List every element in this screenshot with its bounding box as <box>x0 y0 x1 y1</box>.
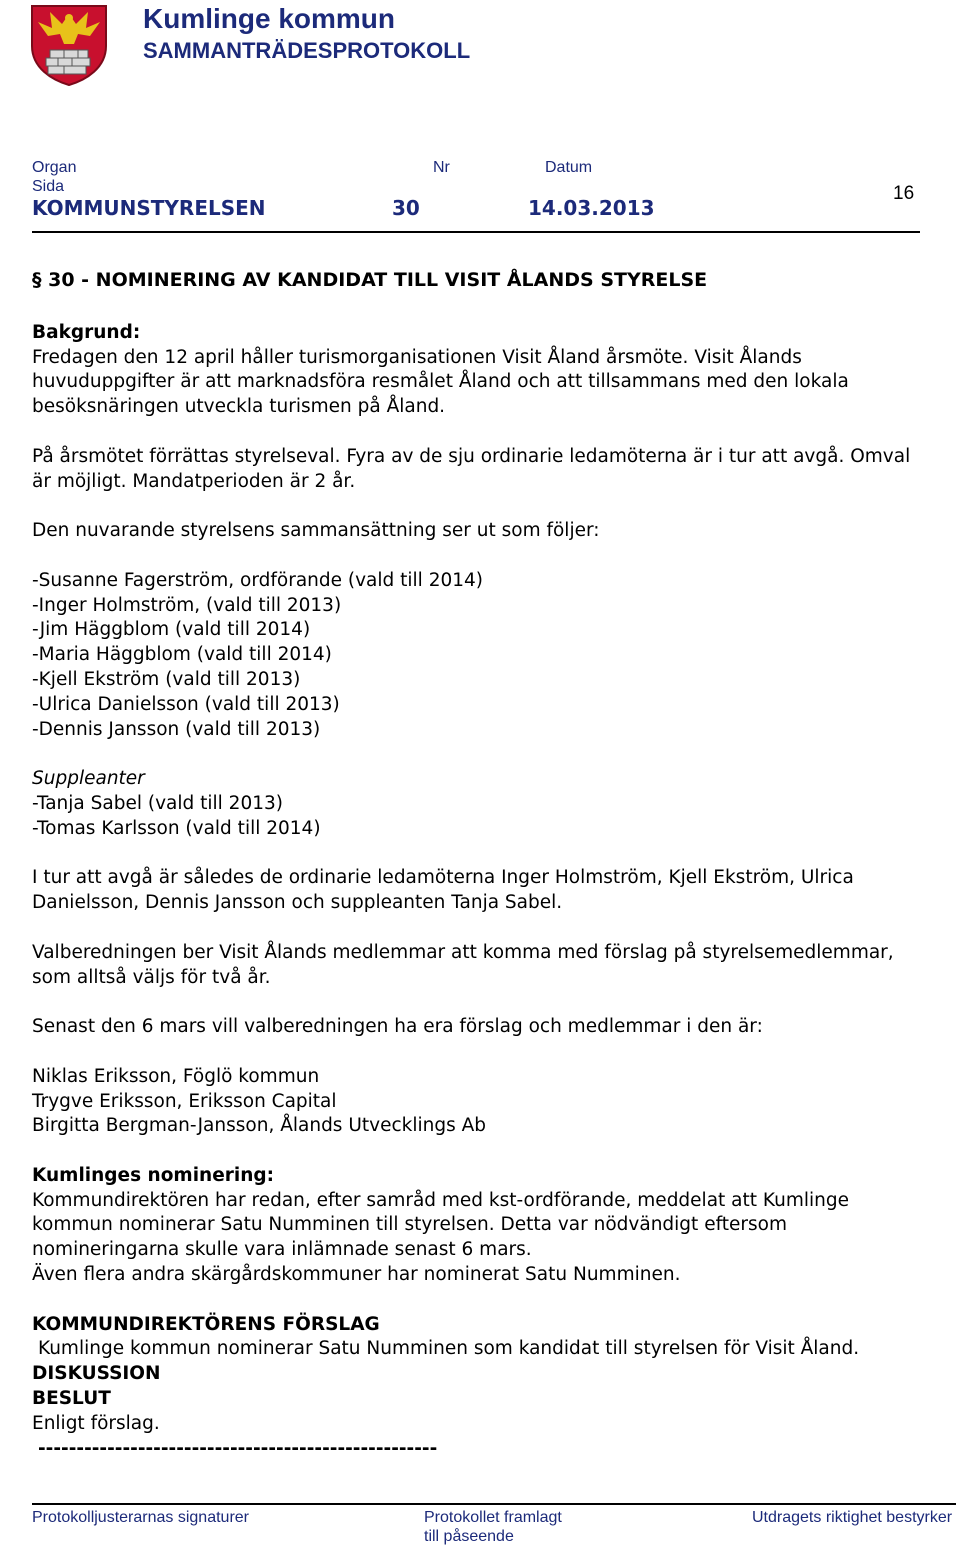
header-divider <box>32 231 920 233</box>
decision-heading: BESLUT <box>32 1388 111 1410</box>
footer-extract: Utdragets riktighet bestyrker <box>752 1509 953 1526</box>
end-dashes: ---------------------------------------------------- <box>38 1437 438 1459</box>
board-member: -Dennis Jansson (vald till 2013) <box>32 718 321 740</box>
composition-intro: Den nuvarande styrelsens sammansättning ser ut som följer: <box>32 520 600 542</box>
committee-member: Niklas Eriksson, Föglö kommun <box>32 1065 320 1087</box>
background-heading: Bakgrund: <box>32 321 141 343</box>
committee-member: Trygve Eriksson, Eriksson Capital <box>32 1090 337 1112</box>
deputy: -Tanja Sabel (vald till 2013) <box>32 792 283 814</box>
nomination-committee-text: Valberedningen ber Visit Ålands medlemmar att komma med förslag på styrelsemedlemmar, som alltså väljs för två år. <box>32 941 894 988</box>
kumlinge-text: Kommundirektören har redan, efter samråd med kst-ordförande, meddelat att Kumlinge kommun nominerar Satu Numminen till styrelsen. Detta var nödvändigt eftersom nomineringarna skulle vara inlämnade senast 6 mars. <box>32 1189 849 1261</box>
board-member: -Kjell Ekström (vald till 2013) <box>32 668 301 690</box>
leaving-text: I tur att avgå är således de ordinarie ledamöterna Inger Holmström, Kjell Ekström, Ulrica Danielsson, Dennis Jansson och suppleanten Tanja Sabel. <box>32 867 854 914</box>
deadline-text: Senast den 6 mars vill valberedningen ha era förslag och medlemmar i den är: <box>32 1016 763 1038</box>
discussion-heading: DISKUSSION <box>32 1363 161 1385</box>
board-member: -Ulrica Danielsson (vald till 2013) <box>32 693 340 715</box>
section-title: § 30 - NOMINERING AV KANDIDAT TILL VISIT ÅLANDS STYRELSE <box>32 269 708 291</box>
organization-name: Kumlinge kommun <box>143 3 396 34</box>
footer-signatures: Protokolljusterarnas signaturer <box>32 1509 249 1526</box>
footer-posted-line1: Protokollet framlagt <box>424 1509 562 1526</box>
decision-text: Enligt förslag. <box>32 1412 160 1434</box>
datum-value: 14.03.2013 <box>528 196 655 220</box>
background-text: Fredagen den 12 april håller turismorganisationen Visit Åland årsmöte. Visit Ålands huvuduppgifter är att marknadsföra resmålet Åland och att tillsammans med den lokala besöksnäringen utveckla turismen på Åland. <box>32 346 849 418</box>
board-member: -Inger Holmström, (vald till 2013) <box>32 594 342 616</box>
organ-label: Organ <box>32 159 77 176</box>
municipal-coat-of-arms-icon <box>30 4 108 86</box>
board-member: -Susanne Fagerström, ordförande (vald till 2014) <box>32 569 484 591</box>
footer-divider <box>32 1503 956 1505</box>
datum-label: Datum <box>545 159 593 176</box>
nr-value: 30 <box>392 196 420 220</box>
sida-label: Sida <box>32 178 65 195</box>
footer-posted-line2: till påseende <box>424 1528 514 1545</box>
committee-member: Birgitta Bergman-Jansson, Ålands Utvecklings Ab <box>32 1115 486 1137</box>
board-member: -Jim Häggblom (vald till 2014) <box>32 619 311 641</box>
footer-posted <box>424 1508 562 1546</box>
annual-meeting-text: På årsmötet förrättas styrelseval. Fyra av de sju ordinarie ledamöterna är i tur att avgå. Omval är möjligt. Mandatperioden är 2 år. <box>32 445 911 492</box>
nr-label: Nr <box>433 159 450 176</box>
deputies-heading: Suppleanter <box>32 768 145 790</box>
kumlinge-text-2: Även flera andra skärgårdskommuner har nominerat Satu Numminen. <box>32 1264 681 1286</box>
organ-value: KOMMUNSTYRELSEN <box>32 196 266 220</box>
page-number: 16 <box>893 183 915 204</box>
deputy: -Tomas Karlsson (vald till 2014) <box>32 817 321 839</box>
proposal-text: Kumlinge kommun nominerar Satu Numminen som kandidat till styrelsen för Visit Åland. <box>38 1338 860 1360</box>
protocol-body <box>32 268 932 1461</box>
document-type: SAMMANTRÄDESPROTOKOLL <box>143 38 471 63</box>
board-member: -Maria Häggblom (vald till 2014) <box>32 644 332 666</box>
kumlinge-heading: Kumlinges nominering: <box>32 1164 275 1186</box>
proposal-heading: KOMMUNDIREKTÖRENS FÖRSLAG <box>32 1313 380 1335</box>
